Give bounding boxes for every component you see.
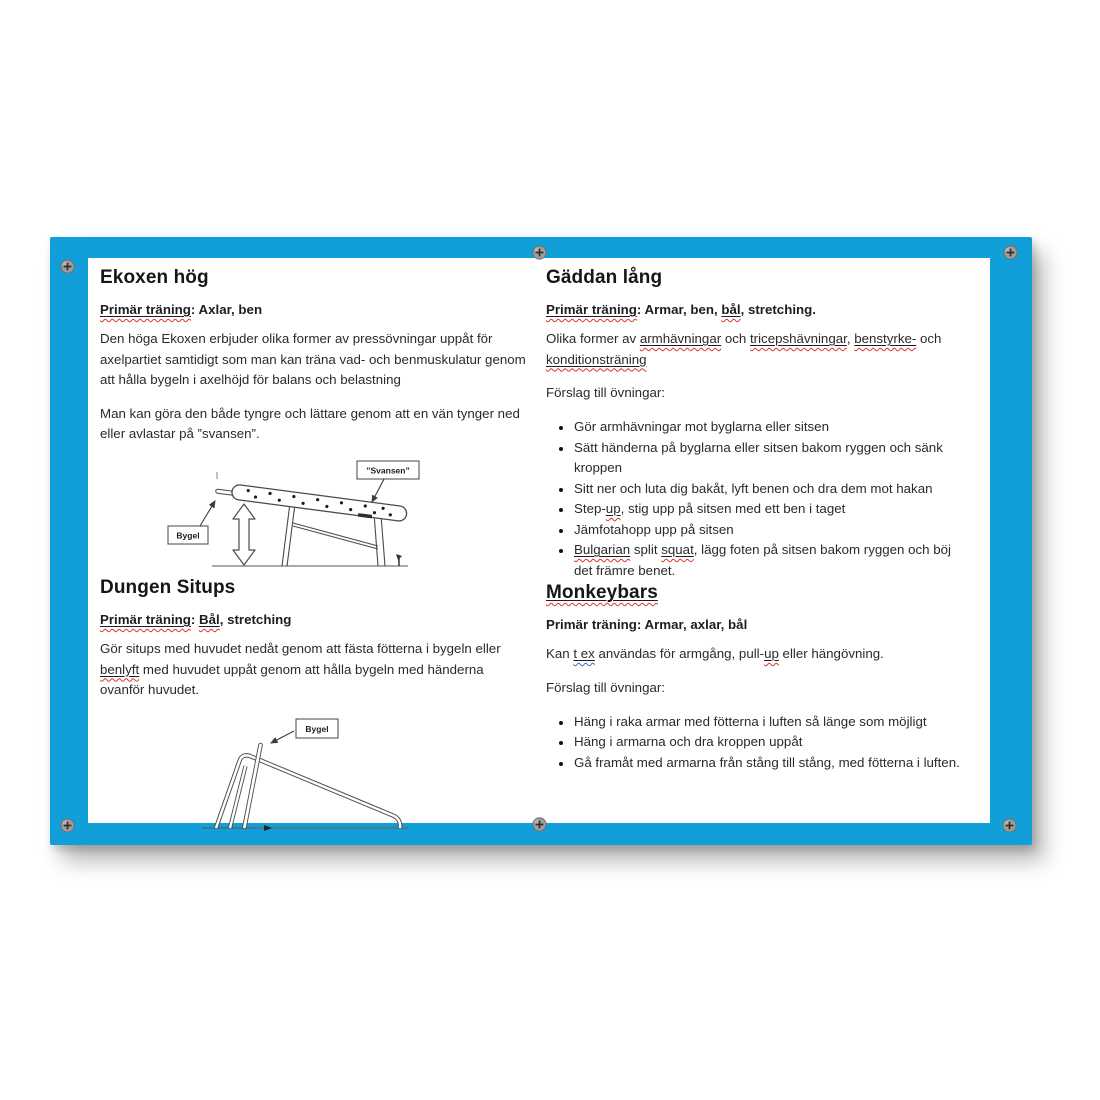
- paragraph: Gör situps med huvudet nedåt genom att fästa fötterna i bygeln eller benlyft med huvudet uppåt genom att hålla bygeln med händerna ovanför huvudet.: [100, 641, 501, 698]
- svg-text:Bygel: Bygel: [176, 530, 200, 541]
- screw-icon: [1003, 245, 1018, 260]
- section-title-ekoxen: Ekoxen hög: [100, 267, 209, 288]
- section-title-gaddan: Gäddan lång: [546, 267, 663, 288]
- list-item: • Häng i raka armar med fötterna i luften så länge som möjligt: [573, 712, 972, 733]
- list-item: • Bulgarian split squat, lägg foten på sitsen bakom ryggen och böj det främre benet.: [573, 540, 972, 581]
- paragraph: Olika former av armhävningar och tricepshävningar, benstyrke- och konditionsträning: [546, 331, 942, 367]
- screw-icon: [1002, 818, 1017, 833]
- paragraph: Den höga Ekoxen erbjuder olika former av pressövningar uppåt för axelpartiet samtidigt som man kan träna vad- och benmuskulatur genom att hålla bygeln i axelhöjd för balans och belastning: [100, 331, 526, 387]
- column-right: [546, 266, 972, 773]
- paragraph: Man kan göra den både tyngre och lättare genom att en vän tynger ned eller avlastar på ”svansen”.: [100, 405, 520, 442]
- primar-traning-monkeybars: Primär träning: Armar, axlar, bål: [546, 617, 748, 633]
- primar-traning-dungen: Primär träning: Bål, stretching: [100, 612, 292, 628]
- list-item: • Step-up, stig upp på sitsen med ett ben i taget: [573, 499, 972, 520]
- svg-text:”Svansen”: ”Svansen”: [366, 465, 410, 476]
- section-title-dungen: Dungen Situps: [100, 577, 236, 599]
- sign-panel: [88, 258, 990, 823]
- list-item: • Sätt händerna på byglarna eller sitsen bakom ryggen och sänk kroppen: [573, 438, 972, 479]
- list-item: • Gå framåt med armarna från stång till stång, med fötterna i luften.: [573, 753, 972, 774]
- forslag-line: Förslag till övningar:: [546, 679, 665, 695]
- height-arrow: [233, 504, 255, 565]
- bygel-label-box: [168, 501, 215, 544]
- forslag-line: Förslag till övningar:: [546, 385, 665, 401]
- section-title-monkeybars: Monkeybars: [546, 582, 658, 604]
- paragraph: Kan t ex användas för armgång, pull-up eller hängövning.: [546, 646, 884, 662]
- list-item: • Gör armhävningar mot byglarna eller sitsen: [573, 417, 972, 438]
- list-item: • Häng i armarna och dra kroppen uppåt: [573, 732, 972, 753]
- bygel-label-box: [271, 719, 338, 743]
- primar-traning-ekoxen: Primär träning: Axlar, ben: [100, 302, 263, 317]
- primar-traning-gaddan: Primär träning: Armar, ben, bål, stretching.: [546, 302, 816, 317]
- screw-icon: [60, 259, 75, 274]
- sign-board: [50, 237, 1032, 845]
- column-left: [100, 266, 526, 834]
- screw-icon: [532, 245, 547, 260]
- list-item: • Jämfotahopp upp på sitsen: [573, 520, 972, 541]
- screw-icon: [532, 817, 547, 832]
- monkeybars-exercise-list: [546, 712, 972, 774]
- gaddan-exercise-list: [546, 417, 972, 581]
- svg-text:Bygel: Bygel: [305, 723, 329, 734]
- list-item: • Sitt ner och luta dig bakåt, lyft benen och dra dem mot hakan: [573, 479, 972, 500]
- svansen-label-box: [357, 461, 419, 502]
- ekoxen-diagram: [160, 458, 420, 576]
- beam: [231, 484, 408, 523]
- screw-icon: [60, 818, 75, 833]
- dungen-diagram: [196, 714, 414, 834]
